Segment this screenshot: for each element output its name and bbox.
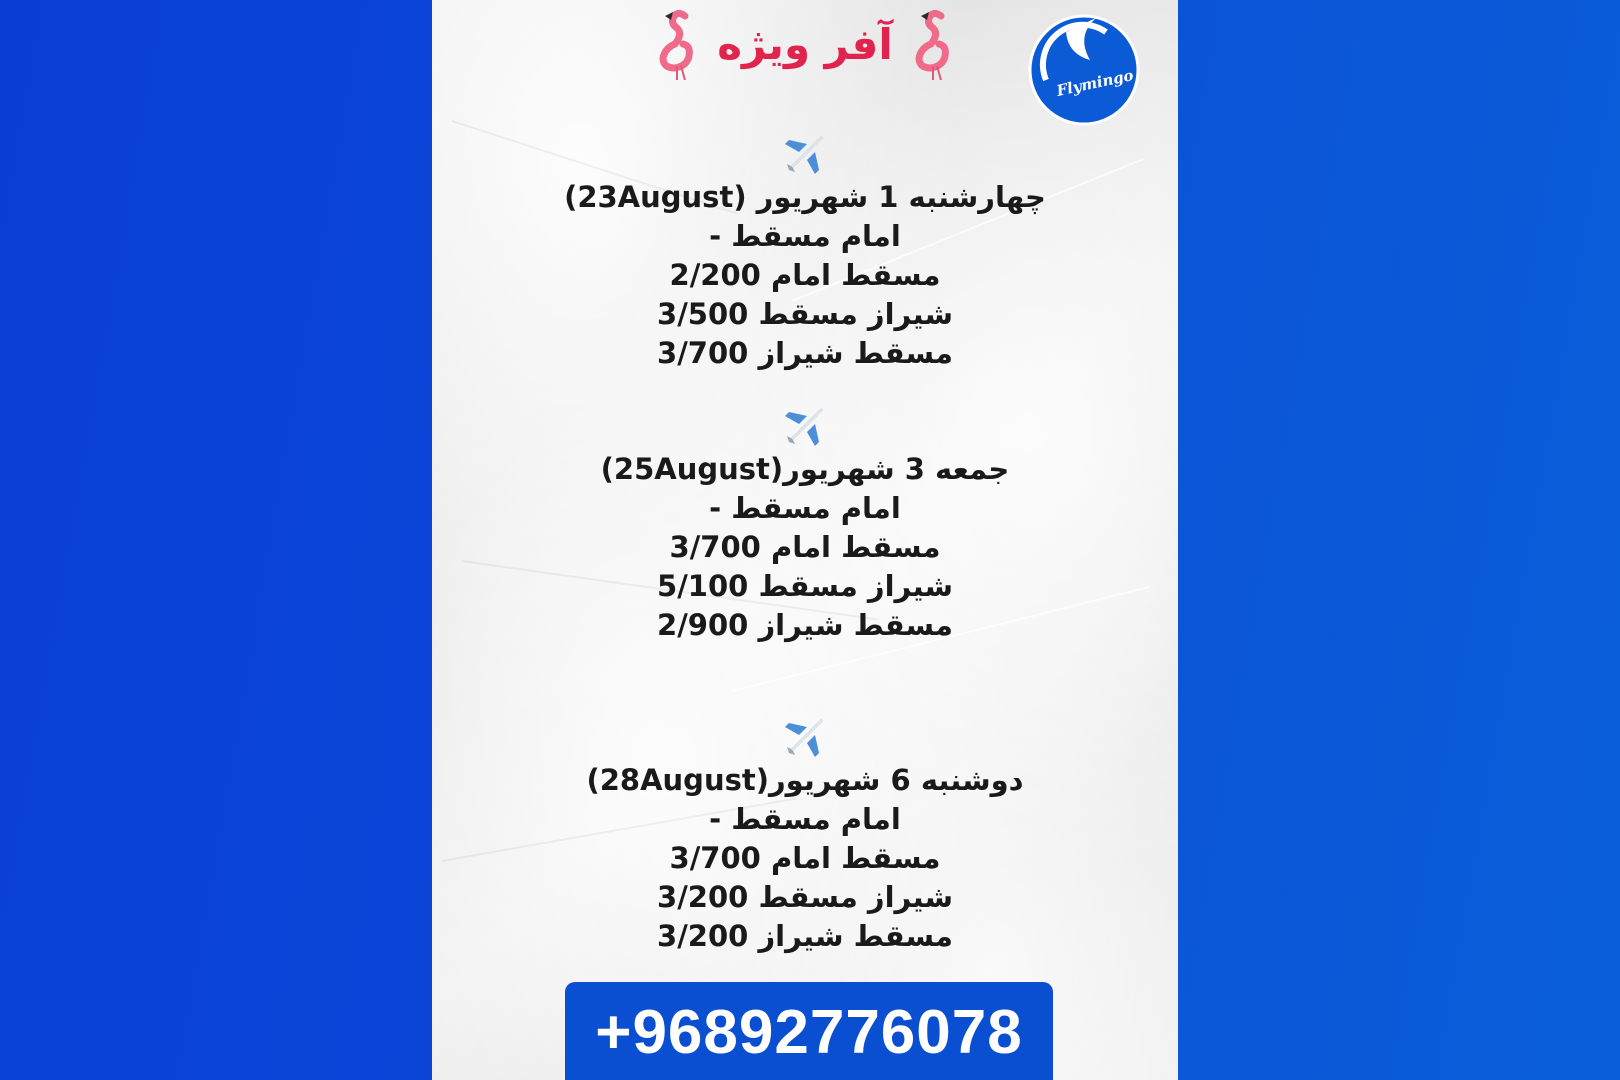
flight-route: مسقط امام 3/700 [669, 530, 941, 564]
flight-date: چهارشنبه 1 شهریور (23August) [564, 180, 1046, 214]
flight-section [432, 713, 1178, 956]
flight-route: مسقط شیراز 2/900 [657, 608, 953, 642]
flight-route: امام مسقط - [709, 491, 901, 525]
flamingo-icon [911, 8, 955, 80]
airplane-icon [781, 130, 829, 178]
flight-route: مسقط شیراز 3/200 [657, 919, 953, 953]
title-text: آفر ویژه [717, 19, 893, 69]
flight-route: امام مسقط - [709, 802, 901, 836]
offer-poster [432, 0, 1178, 1080]
flight-route: شیراز مسقط 3/200 [657, 880, 953, 914]
flight-route: شیراز مسقط 3/500 [657, 297, 953, 331]
flight-route: مسقط امام 3/700 [669, 841, 941, 875]
airplane-icon [781, 713, 829, 761]
flight-route: شیراز مسقط 5/100 [657, 569, 953, 603]
flight-date: جمعه 3 شهریور(25August) [600, 452, 1010, 486]
flight-date: دوشنبه 6 شهریور(28August) [586, 763, 1024, 797]
flight-route: مسقط شیراز 3/700 [657, 336, 953, 370]
phone-box [565, 982, 1053, 1080]
logo-text: Flymingo [1054, 66, 1136, 100]
phone-number: +96892776078 [595, 998, 1023, 1067]
flight-route: مسقط امام 2/200 [669, 258, 941, 292]
flight-section [432, 402, 1178, 645]
flight-route: امام مسقط - [709, 219, 901, 253]
flight-section [432, 130, 1178, 373]
flymingo-logo [1026, 10, 1142, 126]
airplane-icon [781, 402, 829, 450]
flamingo-icon [655, 8, 699, 80]
